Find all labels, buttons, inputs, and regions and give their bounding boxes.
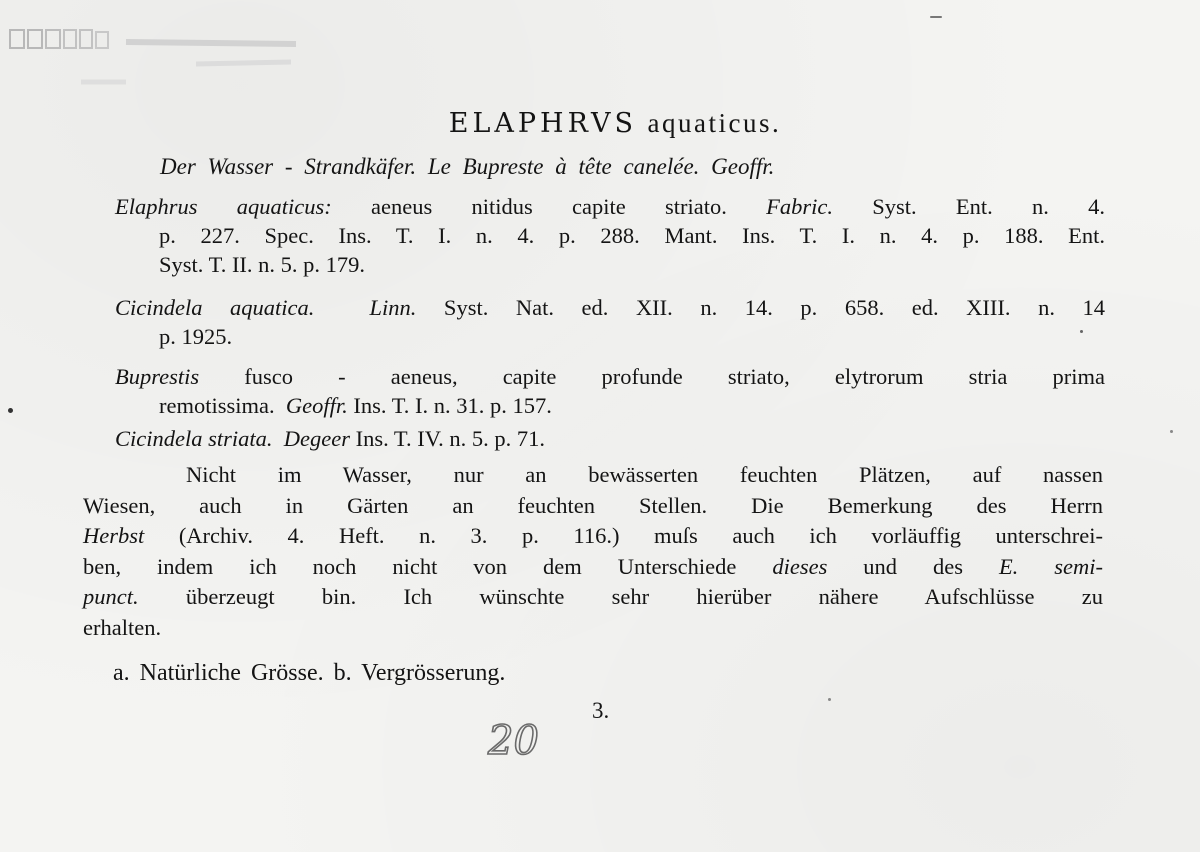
paragraph-line — [83, 552, 1103, 583]
vernacular-names: Der Wasser - Strandkäfer. Le Bupreste à tête canelée. Geoffr. — [160, 154, 775, 179]
pencil-annotation — [482, 708, 552, 768]
species-title — [0, 108, 1200, 139]
synonym-name: Buprestis — [115, 364, 200, 389]
reference-text: Syst. Nat. ed. XII. n. 14. p. 658. ed. XIII. n. 14 — [416, 295, 1105, 320]
bleed-through-stamp — [6, 16, 306, 96]
synonym-entry — [115, 192, 1105, 279]
synonym-line — [115, 293, 1105, 322]
synonym-line — [115, 192, 1105, 221]
paragraph-line: erhalten. — [83, 614, 162, 640]
reference-text: Ins. T. IV. n. 5. p. 71. — [349, 426, 545, 451]
genus-name: ELAPHRVS — [448, 108, 637, 139]
speck — [930, 16, 942, 18]
habitat-paragraph — [83, 460, 1103, 643]
author-citation: Geoffr. — [285, 393, 348, 418]
paragraph-text: (Archiv. 4. Heft. n. 3. p. 116.) muſs auch ich vorläuffig unterschrei- — [144, 523, 1103, 548]
species-reference: punct. — [83, 584, 139, 609]
synonym-description: remotissima. — [159, 393, 275, 418]
synonym-name: Cicindela aquatica. — [115, 295, 315, 320]
synonym-entry — [115, 362, 1105, 420]
synonym-name: Elaphrus aquaticus: — [115, 194, 332, 219]
paragraph-text: überzeugt bin. Ich wünschte sehr hierüber nähere Aufschlüsse zu — [138, 584, 1103, 609]
emphasis-text: dieses — [772, 553, 828, 579]
page-number: 3. — [592, 698, 610, 723]
figure-caption: a. Natürliche Grösse. b. Vergrösserung. — [113, 660, 506, 686]
speck — [828, 698, 831, 701]
author-citation: Degeer — [283, 426, 350, 451]
speck — [1080, 330, 1083, 333]
synonym-entry — [115, 293, 1105, 351]
speck — [8, 408, 13, 413]
synonym-line: p. 1925. — [159, 324, 233, 349]
synonym-line: p. 227. Spec. Ins. T. I. n. 4. p. 288. Mant. Ins. T. I. n. 4. p. 188. Ent. — [159, 223, 1105, 248]
paragraph-line — [83, 521, 1103, 552]
author-citation: Linn. — [369, 295, 417, 320]
speck — [1170, 430, 1173, 433]
paragraph-line: Nicht im Wasser, nur an bewässerten feuchten Plätzen, auf nassen — [186, 462, 1103, 487]
paragraph-text: ben, indem ich noch nicht von dem Unterschiede — [83, 553, 773, 579]
bleed-through-stamp-graphic — [6, 16, 306, 96]
paragraph-line: Wiesen, auch in Gärten an feuchten Stellen. Die Bemerkung des Herrn — [83, 492, 1103, 518]
species-reference: E. semi- — [998, 553, 1103, 579]
synonym-line — [115, 391, 1105, 420]
author-name: Herbst — [83, 523, 145, 548]
synonym-line — [115, 424, 1105, 453]
synonym-line — [115, 362, 1105, 391]
synonym-entry — [115, 424, 1105, 453]
paragraph-line — [83, 582, 1103, 613]
reference-text: Ins. T. I. n. 31. p. 157. — [347, 393, 552, 418]
reference-text: Syst. Ent. n. 4. — [832, 194, 1105, 219]
species-epithet: aquaticus. — [647, 108, 782, 138]
pencil-note-text: 20 — [488, 718, 539, 764]
synonym-line: Syst. T. II. n. 5. p. 179. — [159, 252, 366, 277]
synonym-name: Cicindela striata. — [115, 426, 273, 451]
author-citation: Fabric. — [766, 194, 833, 219]
synonym-description: aeneus nitidus capite striato. — [331, 194, 767, 219]
paragraph-text: und des — [827, 553, 999, 579]
synonym-description: fusco - aeneus, capite profunde striato, elytrorum stria prima — [199, 364, 1105, 389]
